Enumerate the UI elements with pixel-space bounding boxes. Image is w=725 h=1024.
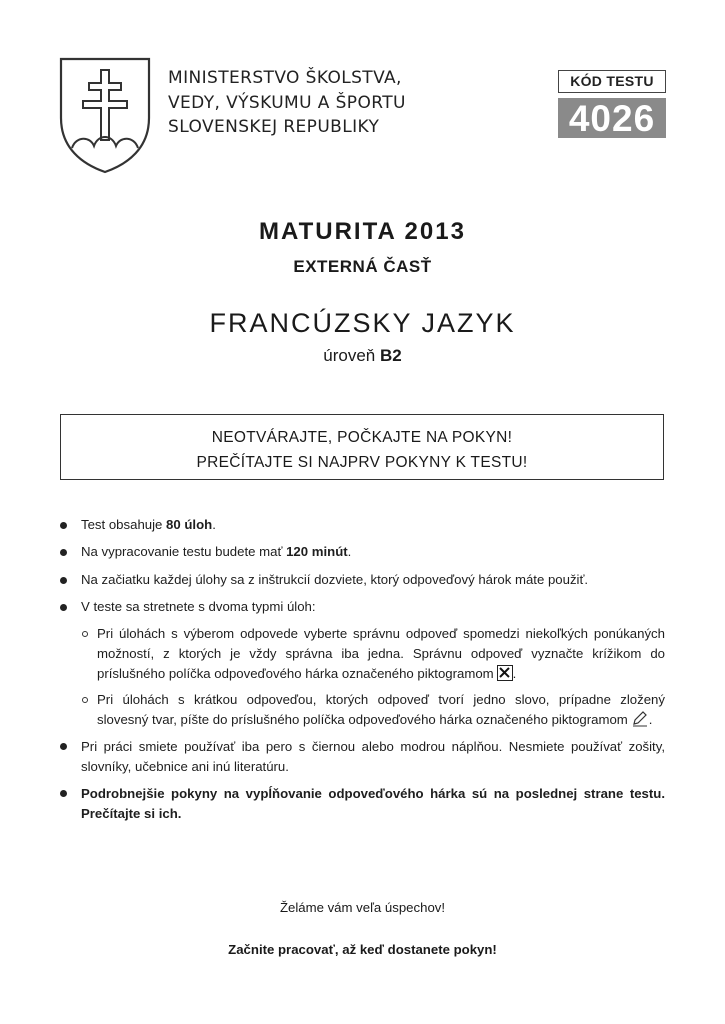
bullet-icon bbox=[60, 522, 67, 529]
sub-instruction-text: slovesný tvar, píšte do príslušného políčka odpoveďového hárka označeného piktogramom bbox=[97, 712, 628, 727]
good-luck-text: Želáme vám veľa úspechov! bbox=[279, 900, 446, 915]
sub-instruction-line: Pri úlohách s krátkou odpoveďou, ktorých odpoveď tvorí jedno slovo, prípadne zložený bbox=[97, 692, 665, 707]
start-instruction: Začnite pracovať, až keď dostanete pokyn! bbox=[228, 942, 497, 957]
exam-title: MATURITA 2013 bbox=[259, 218, 466, 245]
bullet-icon bbox=[60, 577, 67, 584]
warning-line: NEOTVÁRAJTE, POČKAJTE NA POKYN! bbox=[211, 429, 513, 446]
instruction-text: Test obsahuje bbox=[81, 517, 167, 532]
instruction-text: . bbox=[347, 544, 352, 559]
checkbox-cross-icon bbox=[497, 665, 513, 681]
warning-line: PREČÍTAJTE SI NAJPRV POKYNY K TESTU! bbox=[196, 454, 528, 471]
level-value: B2 bbox=[379, 346, 402, 365]
instruction-line: Podrobnejšie pokyny na vypĺňovanie odpoveďového hárka sú na poslednej strane testu. bbox=[81, 786, 665, 801]
instruction-text: . bbox=[212, 517, 216, 532]
bullet-icon bbox=[60, 743, 67, 750]
instruction-line: slovníky, učebnice ani inú literatúru. bbox=[81, 759, 289, 774]
subject-title: FRANCÚZSKY JAZYK bbox=[209, 308, 516, 338]
instruction-bold: 120 minút bbox=[286, 544, 348, 559]
ministry-name-line: VEDY, VÝSKUMU A ŠPORTU bbox=[168, 93, 406, 113]
sub-instruction-text: . bbox=[512, 666, 517, 681]
instruction-line: Prečítajte si ich. bbox=[81, 806, 182, 821]
instruction-item: Na začiatku každej úlohy sa z inštrukcií dozviete, ktorý odpoveďový hárok máte použiť. bbox=[81, 572, 589, 587]
instruction-text: Na vypracovanie testu budete mať bbox=[81, 544, 287, 559]
pencil-icon bbox=[631, 711, 649, 727]
sub-bullet-icon bbox=[82, 631, 88, 637]
exam-part: EXTERNÁ ČASŤ bbox=[293, 257, 432, 276]
bullet-icon bbox=[60, 604, 67, 611]
sub-instruction-line: Pri úlohách s výberom odpovede vyberte správnu odpoveď spomedzi niekoľkých ponúkaných bbox=[97, 626, 665, 641]
level-line bbox=[0, 346, 725, 366]
sub-instruction-text: . bbox=[648, 712, 653, 727]
instruction-item: V teste sa stretnete s dvoma typmi úloh: bbox=[81, 599, 316, 614]
test-code-label: KÓD TESTU bbox=[558, 70, 666, 93]
instruction-line: Pri práci smiete používať iba pero s čiernou alebo modrou náplňou. Nesmiete používať zošity, bbox=[81, 739, 665, 754]
sub-instruction-line bbox=[97, 664, 665, 684]
test-code-number: 4026 bbox=[558, 98, 666, 138]
warning-box bbox=[60, 414, 664, 480]
ministry-name-line: MINISTERSTVO ŠKOLSTVA, bbox=[168, 68, 402, 88]
instruction-item bbox=[81, 542, 351, 562]
coat-of-arms-icon bbox=[58, 56, 152, 174]
test-code-box bbox=[558, 70, 666, 138]
ministry-name-line: SLOVENSKEJ REPUBLIKY bbox=[168, 117, 380, 137]
sub-instruction-line bbox=[97, 710, 665, 730]
sub-instruction-text: príslušného políčka odpoveďového hárka označeného piktogramom bbox=[97, 666, 494, 681]
sub-bullet-icon bbox=[82, 697, 88, 703]
bullet-icon bbox=[60, 790, 67, 797]
level-prefix: úroveň bbox=[323, 346, 376, 365]
sub-instruction-line: možností, z ktorých je vždy správna iba jedna. Správnu odpoveď vyznačte krížikom do bbox=[97, 646, 665, 661]
bullet-icon bbox=[60, 549, 67, 556]
instruction-bold: 80 úloh bbox=[166, 517, 213, 532]
instruction-item bbox=[81, 515, 216, 535]
